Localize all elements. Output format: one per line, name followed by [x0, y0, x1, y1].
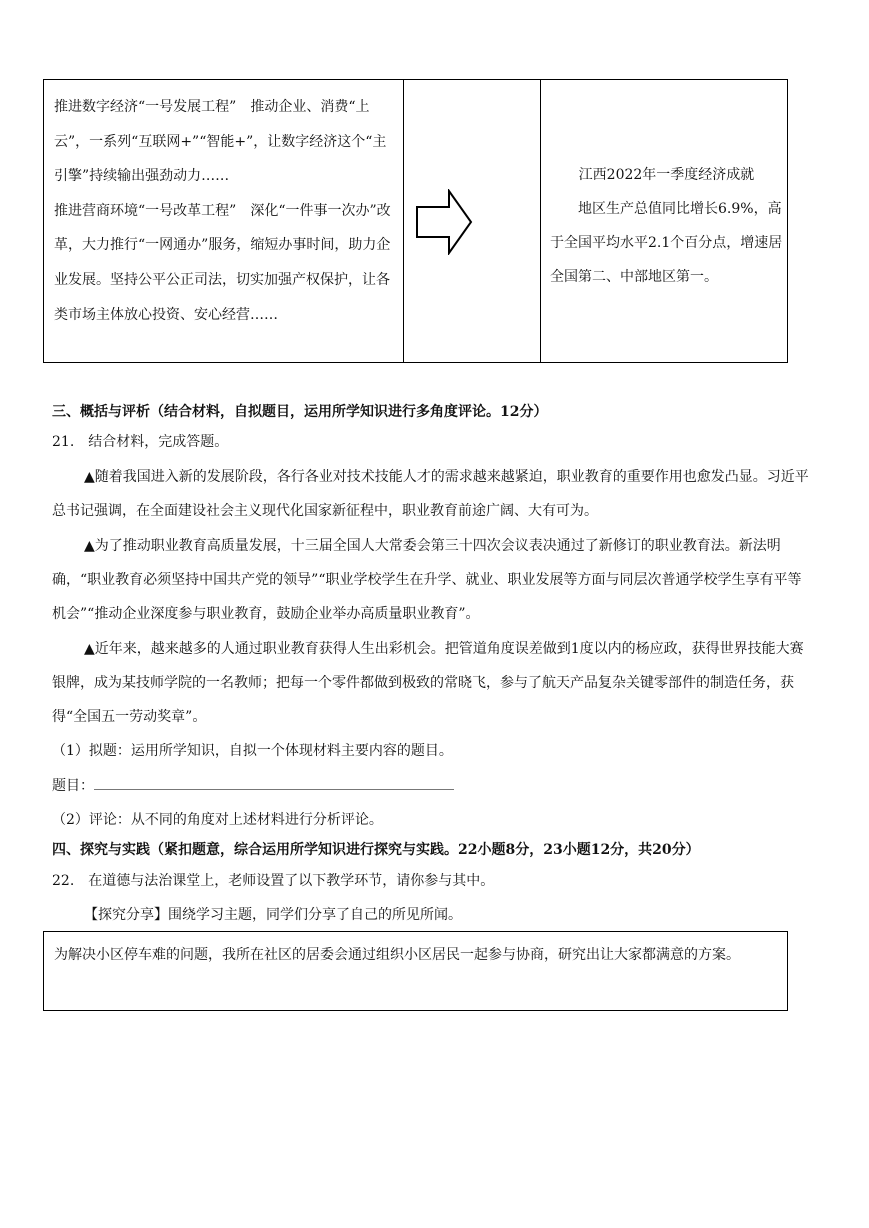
- arrow-cell: [404, 80, 541, 362]
- title-label: 题目：: [52, 778, 94, 794]
- subquestion-1: （1）拟题：运用所学知识，自拟一个体现材料主要内容的题目。: [52, 743, 453, 759]
- material-paragraph-business-environment: 推进营商环境“一号改革工程” 深化“一件事一次办”改革，大力推行“一网通办”服务，缩短办事时间，助力企业发展。坚持公平公正司法，切实加强产权保护，让各类市场主体放心投资、安心经营……: [54, 202, 391, 323]
- section4-heading: 四、探究与实践（紧扣题意，综合运用所学知识进行探究与实践。22小题8分，23小题12分，共20分）: [52, 842, 700, 858]
- material-table: [43, 79, 788, 363]
- question-22: 22. 在道德与法治课堂上，老师设置了以下教学环节，请你参与其中。: [52, 873, 495, 889]
- material-paragraph-digital-economy: 推进数字经济“一号发展工程” 推动企业、消费“上云”，一系列“互联网+”“智能+”，让数字经济这个“主引擎”持续输出强劲动力……: [54, 99, 387, 185]
- material-paragraph-2: ▲为了推动职业教育高质量发展，十三届全国人大常委会第三十四次会议表决通过了新修订的职业教育法。新法明确，“职业教育必须坚持中国共产党的领导”“职业学校学生在升学、就业、职业发展等方面与同层次普通学校学生享有平等机会”“推动企业深度参与职业教育，鼓励企业举办高质量职业教育”。: [52, 538, 802, 622]
- title-answer-line: [52, 769, 812, 803]
- right-arrow-icon: [415, 189, 475, 255]
- share-box: [43, 931, 788, 1011]
- explore-share: 【探究分享】围绕学习主题，同学们分享了自己的所见所闻。: [84, 907, 462, 923]
- material-paragraph-1: ▲随着我国进入新的发展阶段，各行各业对技术技能人才的需求越来越紧迫，职业教育的重要作用也愈发凸显。习近平总书记强调，在全面建设社会主义现代化国家新征程中，职业教育前途广阔、大有可为。: [52, 469, 809, 519]
- result-text: 地区生产总值同比增长6.9%，高于全国平均水平2.1个百分点，增速居全国第二、中部地区第一。: [550, 201, 783, 285]
- title-blank[interactable]: [94, 775, 454, 790]
- material-left-cell: [44, 80, 404, 362]
- result-cell: [541, 80, 787, 362]
- section3-heading: 三、概括与评析（结合材料，自拟题目，运用所学知识进行多角度评论。12分）: [52, 404, 548, 420]
- subquestion-2: （2）评论：从不同的角度对上述材料进行分析评论。: [52, 812, 383, 828]
- question-21: 21. 结合材料，完成答题。: [52, 434, 229, 450]
- share-box-text: 为解决小区停车难的问题，我所在社区的居委会通过组织小区居民一起参与协商，研究出让大家都满意的方案。: [54, 947, 740, 963]
- material-paragraph-3: ▲近年来，越来越多的人通过职业教育获得人生出彩机会。把管道角度误差做到1度以内的杨应政，获得世界技能大赛银牌，成为某技师学院的一名教师；把每一个零件都做到极致的常晓飞，参与了航天产品复杂关键零部件的制造任务，获得“全国五一劳动奖章”。: [52, 641, 804, 725]
- result-title: 江西2022年一季度经济成就: [578, 167, 755, 183]
